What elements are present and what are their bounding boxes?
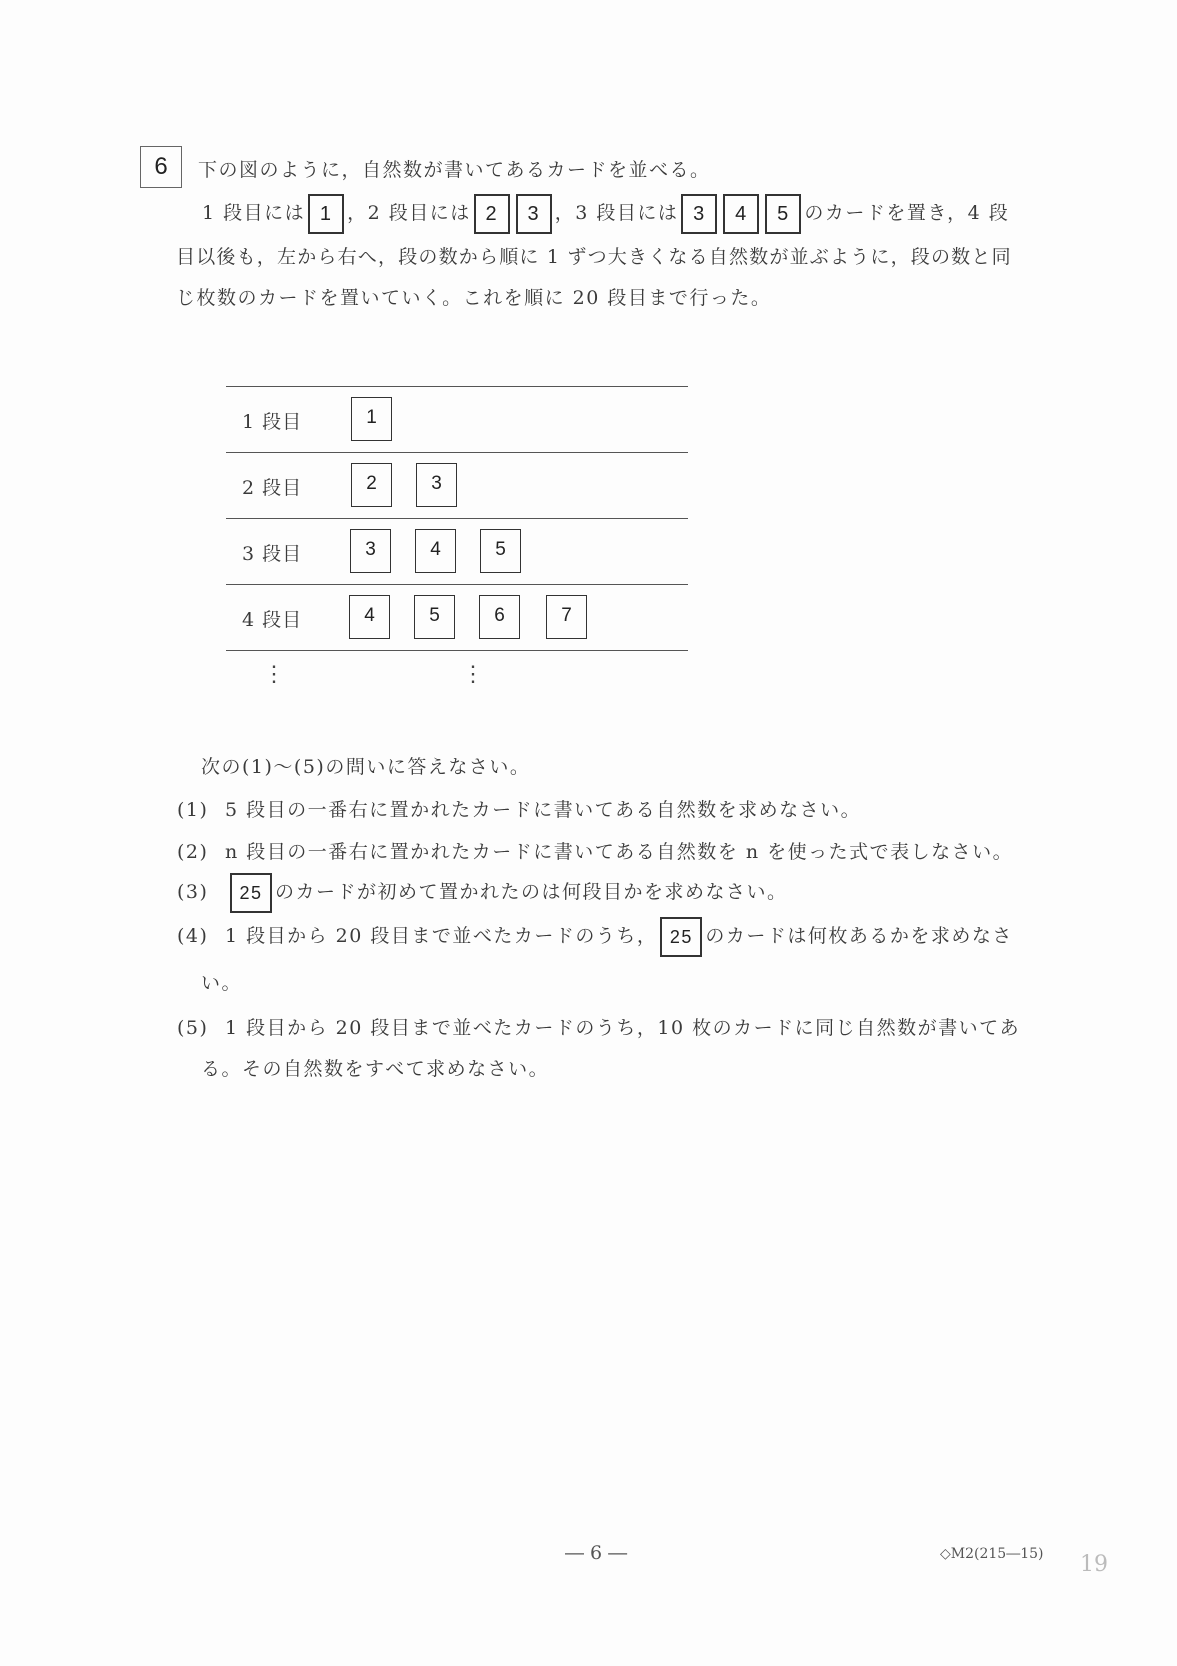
row-label: 3 段目 <box>242 543 303 565</box>
inline-card: 3 <box>516 194 552 234</box>
figure-divider <box>226 584 688 585</box>
question-1 <box>177 795 861 822</box>
inline-card: 1 <box>308 194 344 234</box>
intro-line-4: じ枚数のカードを置いていく。これを順に 20 段目まで行った。 <box>176 287 772 309</box>
inline-card: 2 <box>474 194 510 234</box>
figure-divider <box>226 650 688 651</box>
question-text: 5 段目の一番右に置かれたカードに書いてある自然数を求めなさい。 <box>225 799 862 821</box>
corner-mark: 19 <box>1080 1552 1108 1577</box>
intro-text-a: 1 段目には <box>202 202 306 224</box>
continuation-dots: ⋮ <box>462 662 484 687</box>
question-text: のカードは何枚あるかを求めなさ <box>705 925 1013 947</box>
inline-card: 25 <box>660 917 702 957</box>
figure-card: 5 <box>414 595 455 639</box>
intro-line-1: 下の図のように，自然数が書いてあるカードを並べる。 <box>198 159 711 181</box>
question-label: (3) <box>177 881 209 903</box>
figure-card: 3 <box>350 529 391 573</box>
questions-lead: 次の(1)～(5)の問いに答えなさい。 <box>201 756 531 778</box>
inline-card: 25 <box>230 873 272 913</box>
question-5 <box>177 1013 1020 1040</box>
problem-number-box: 6 <box>140 146 182 188</box>
question-label: (4) <box>177 925 209 947</box>
exam-code: ◇M2(215―15) <box>940 1546 1044 1562</box>
figure-card: 7 <box>546 595 587 639</box>
question-label: (5) <box>177 1017 209 1039</box>
figure-card: 3 <box>416 463 457 507</box>
question-text: n 段目の一番右に置かれたカードに書いてある自然数を n を使った式で表しなさい。 <box>225 841 1014 863</box>
inline-card: 5 <box>765 194 801 234</box>
question-2 <box>177 837 1013 864</box>
figure-divider <box>226 452 688 453</box>
figure-card: 6 <box>479 595 520 639</box>
row-label: 4 段目 <box>242 609 303 631</box>
continuation-dots: ⋮ <box>263 662 285 687</box>
figure-divider <box>226 386 688 387</box>
inline-card: 3 <box>681 194 717 234</box>
inline-card: 4 <box>723 194 759 234</box>
figure-card: 4 <box>415 529 456 573</box>
row-label: 1 段目 <box>242 411 303 433</box>
intro-text-d: のカードを置き，4 段 <box>804 202 1010 224</box>
figure-card: 5 <box>480 529 521 573</box>
figure-divider <box>226 518 688 519</box>
figure-card: 2 <box>351 463 392 507</box>
row-label: 2 段目 <box>242 477 303 499</box>
page-number: ― 6 ― <box>565 1542 628 1564</box>
intro-text-b: ，2 段目には <box>347 202 471 224</box>
intro-line-3: 目以後も，左から右へ，段の数から順に 1 ずつ大きくなる自然数が並ぶように，段の数と同 <box>176 246 1012 268</box>
question-text: 1 段目から 20 段目まで並べたカードのうち， <box>225 925 658 947</box>
figure-card: 4 <box>349 595 390 639</box>
question-4-continued: い。 <box>201 972 243 994</box>
question-text: 1 段目から 20 段目まで並べたカードのうち，10 枚のカードに同じ自然数が書いてあ <box>225 1017 1021 1039</box>
intro-text-c: ，3 段目には <box>554 202 679 224</box>
figure-card: 1 <box>351 397 392 441</box>
question-label: (1) <box>177 799 209 821</box>
question-label: (2) <box>177 841 209 863</box>
question-4 <box>177 916 1013 960</box>
intro-line-2 <box>202 193 1009 239</box>
question-text: のカードが初めて置かれたのは何段目かを求めなさい。 <box>275 881 788 903</box>
question-5-continued: る。その自然数をすべて求めなさい。 <box>201 1058 550 1080</box>
question-3 <box>177 872 788 916</box>
